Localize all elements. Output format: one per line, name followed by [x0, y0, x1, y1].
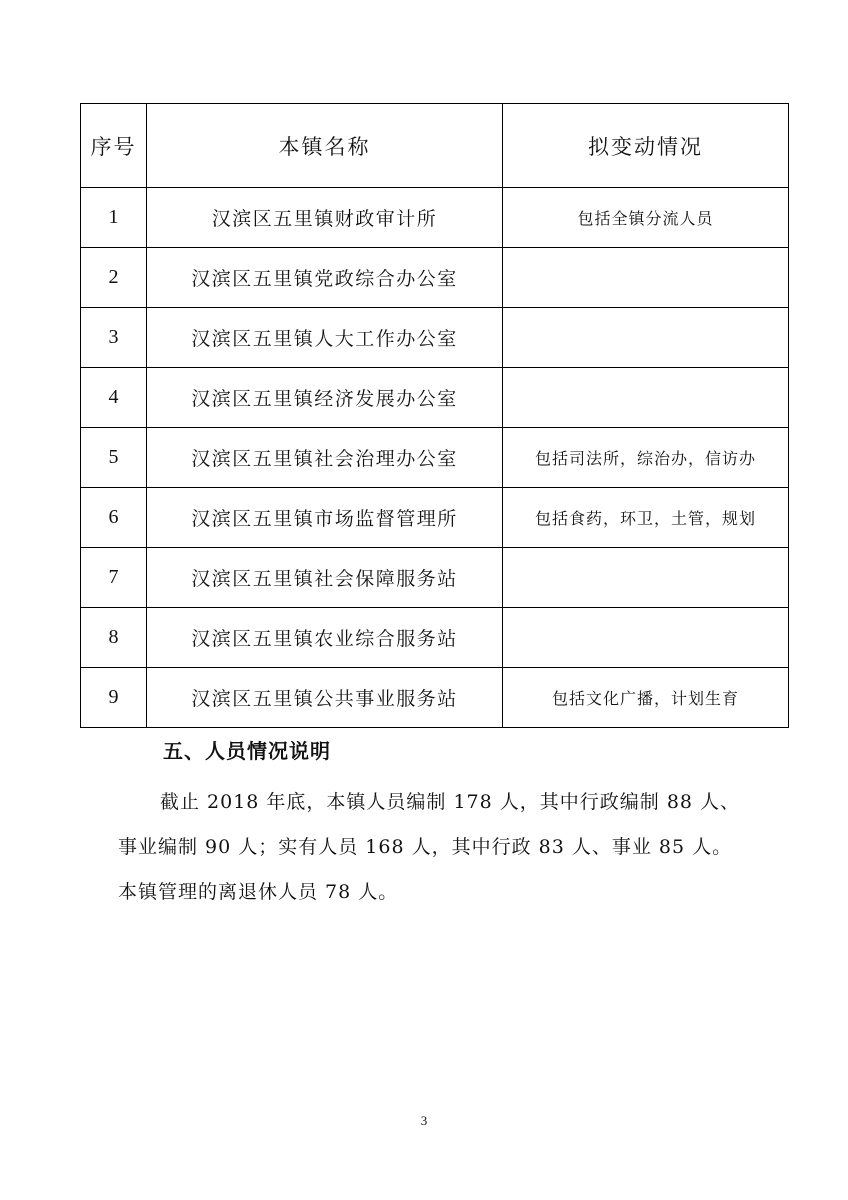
institution-name: 汉滨区五里镇农业综合服务站 — [147, 608, 503, 668]
row-number: 8 — [81, 608, 147, 668]
row-number: 7 — [81, 548, 147, 608]
change-note — [503, 308, 789, 368]
row-number: 3 — [81, 308, 147, 368]
institution-name: 汉滨区五里镇公共事业服务站 — [147, 668, 503, 728]
table-row — [81, 188, 789, 248]
row-number: 9 — [81, 668, 147, 728]
header-name: 本镇名称 — [147, 104, 503, 188]
change-note — [503, 608, 789, 668]
row-number: 1 — [81, 188, 147, 248]
table-row — [81, 548, 789, 608]
change-note — [503, 248, 789, 308]
institution-name: 汉滨区五里镇社会治理办公室 — [147, 428, 503, 488]
institution-name: 汉滨区五里镇党政综合办公室 — [147, 248, 503, 308]
change-note — [503, 368, 789, 428]
institution-name: 汉滨区五里镇经济发展办公室 — [147, 368, 503, 428]
table-row — [81, 608, 789, 668]
institution-table — [80, 103, 789, 728]
institution-name: 汉滨区五里镇市场监督管理所 — [147, 488, 503, 548]
table-row — [81, 308, 789, 368]
table-row — [81, 668, 789, 728]
table-header-row — [81, 104, 789, 188]
header-no: 序号 — [81, 104, 147, 188]
change-note: 包括食药，环卫，土管，规划 — [503, 488, 789, 548]
paragraph-line: 本镇管理的离退休人员 78 人。 — [118, 881, 399, 903]
change-note: 包括全镇分流人员 — [503, 188, 789, 248]
institution-name: 汉滨区五里镇人大工作办公室 — [147, 308, 503, 368]
header-change: 拟变动情况 — [503, 104, 789, 188]
page-number: 3 — [420, 1113, 428, 1128]
row-number: 5 — [81, 428, 147, 488]
change-note — [503, 548, 789, 608]
row-number: 6 — [81, 488, 147, 548]
table-row — [81, 368, 789, 428]
table-row — [81, 428, 789, 488]
table-row — [81, 488, 789, 548]
section-heading: 五、人员情况说明 — [163, 739, 331, 763]
change-note: 包括司法所，综治办，信访办 — [503, 428, 789, 488]
row-number: 2 — [81, 248, 147, 308]
institution-name: 汉滨区五里镇财政审计所 — [147, 188, 503, 248]
paragraph-line: 截止 2018 年底，本镇人员编制 178 人，其中行政编制 88 人、 — [160, 791, 741, 813]
paragraph-line: 事业编制 90 人；实有人员 168 人，其中行政 83 人、事业 85 人。 — [118, 836, 733, 858]
row-number: 4 — [81, 368, 147, 428]
table-row — [81, 248, 789, 308]
change-note: 包括文化广播，计划生育 — [503, 668, 789, 728]
institution-name: 汉滨区五里镇社会保障服务站 — [147, 548, 503, 608]
